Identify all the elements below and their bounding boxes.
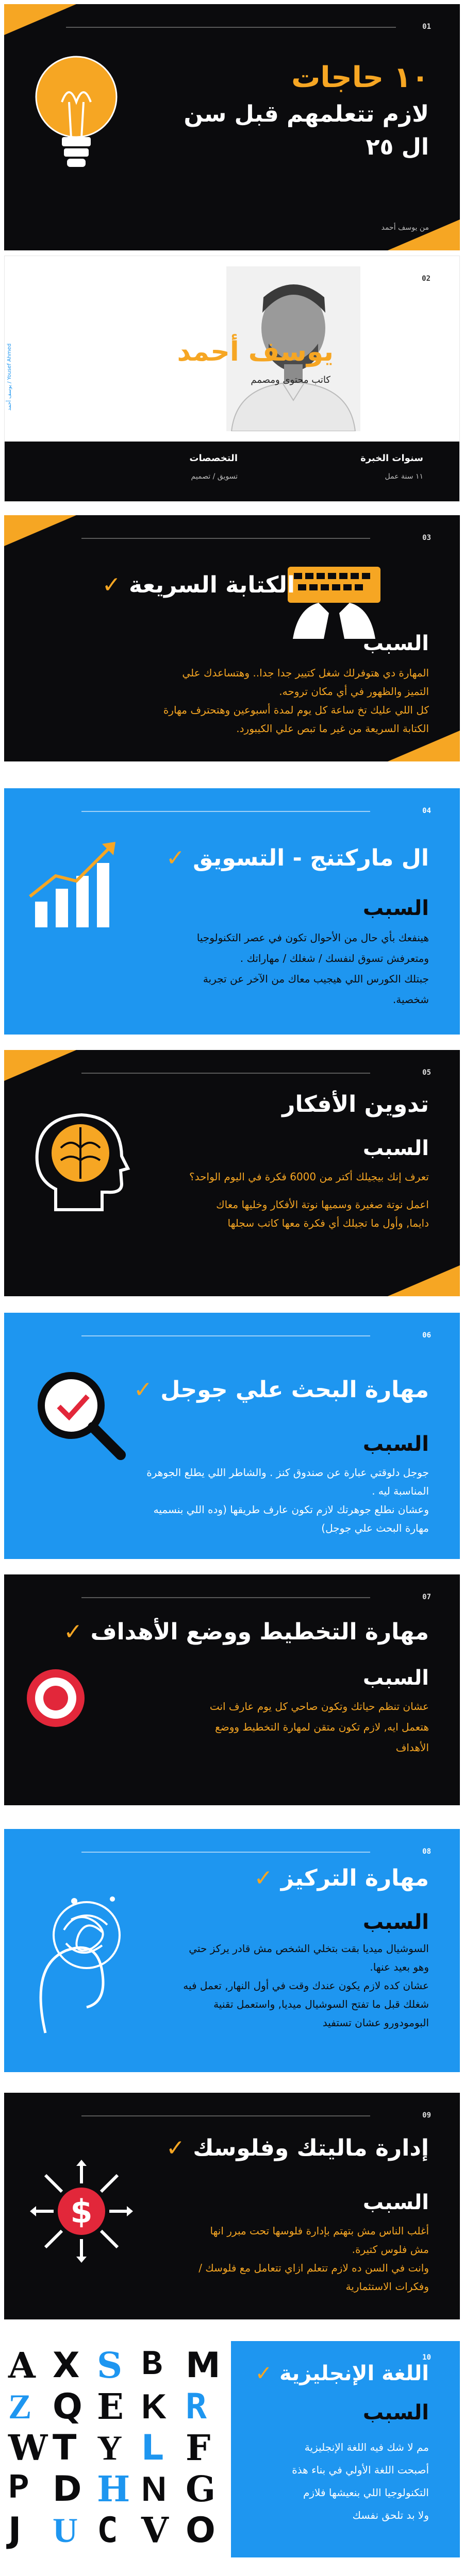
reason-text: جوجل دلوقتي عبارة عن صندوق كنز . والشاطر اللي يطلع الجوهرة المناسبة ليه . وعشان نطلع جوهرتك لازم تكون عارف طريقها (وده اللي بنسميه مهارة البحث علي جوجل): [146, 1466, 429, 1534]
reason-text: السوشيال ميديا بقت بتخلي الشخص مش قادر يركز حتي وهو بعيد عنها. عشان كده لازم يكون عندك وقت في أول النهار, تعمل فيه شغلك قبل ما تفتح السوشيال ميديا, واستعمل تقنية البومودورو عشان تستفيد: [183, 1942, 429, 2029]
slide-number: 02: [422, 275, 430, 283]
author-name: يوسف أحمد: [177, 336, 334, 367]
reason-text: تعرف إنك بيجيلك أكتر من 6000 فكرة في اليوم الواحد؟ اعمل نوتة صغيرة وسميها نوتة الأفكار وخليها معاك دايما, وأول ما تجيلك أي فكرة معها كاتب سجلها: [189, 1171, 429, 1229]
letter: X: [53, 2345, 80, 2386]
corner-accent: [4, 1050, 76, 1081]
check-icon: ✓: [165, 2135, 185, 2161]
reason-heading: السبب: [362, 896, 429, 920]
slide-cover: [4, 4, 460, 250]
experience-title: سنوات الخبرة: [360, 453, 423, 464]
slide-title: مهارة التخطيط ووضع الأهداف ✓: [63, 1619, 429, 1645]
slide-number: 05: [422, 1069, 431, 1077]
divider-line: [81, 1335, 370, 1336]
divider-line: [81, 2115, 370, 2116]
slide-planning-goals: [4, 1574, 460, 1805]
slide-title: مهارة البحث علي جوجل ✓: [134, 1377, 429, 1403]
letter: K: [141, 2387, 167, 2426]
slide-number: 09: [422, 2111, 431, 2120]
letter: H: [97, 2469, 130, 2510]
keyboard-hands-icon: [283, 562, 386, 639]
check-icon: ✓: [63, 1619, 83, 1645]
corner-accent: [4, 515, 76, 546]
slide-title: تدوين الأفكار: [282, 1091, 429, 1117]
slide-idea-logging: [4, 1050, 460, 1296]
lightbulb-icon: [25, 45, 128, 190]
divider-line: [66, 27, 396, 28]
divider-line: [81, 811, 370, 812]
slide-focus: [4, 1829, 460, 2072]
reason-heading: السبب: [362, 1137, 429, 1160]
reason-heading: السبب: [362, 2191, 429, 2214]
letter: V: [141, 2510, 169, 2551]
slide-title: الكتابة السريعة ✓: [102, 572, 295, 598]
reason-text: عشان تنظم حياتك وتكون صاحي كل يوم عارف انت هتعمل ايه, لازم تكون متقن لمهارة التخطيط ووضع الأهداف: [209, 1700, 429, 1754]
check-icon: ✓: [134, 1377, 153, 1403]
slide-number: 08: [422, 1848, 431, 1856]
info-bar: [5, 442, 459, 502]
divider-line: [81, 1852, 370, 1853]
reason-heading: السبب: [362, 1666, 429, 1690]
letter: T: [53, 2428, 77, 2468]
tangled-thoughts-icon: [25, 1878, 143, 2038]
reason-text: هينفعك بأي حال من الأحوال تكون في عصر التكنولوجيا ومتعرفش تسوق لنفسك / شغلك / مهاراتك . جبتلك الكورس اللي هيجيب معاك من الآخر عن تجربة شخصية.: [196, 931, 429, 1006]
slide-fast-typing: [4, 515, 460, 761]
letter: A: [8, 2345, 36, 2386]
check-icon: ✓: [102, 572, 121, 598]
byline: من يوسف أحمد: [381, 224, 429, 232]
letter: Z: [8, 2387, 32, 2426]
reason-heading: السبب: [362, 1910, 429, 1934]
letters-collage: [4, 2341, 231, 2557]
letter: D: [53, 2469, 82, 2510]
reason-heading: السبب: [362, 2401, 429, 2425]
slide-title: اللغة الإنجليزية ✓: [255, 2362, 429, 2385]
letter: W: [8, 2428, 48, 2469]
side-label: يوسف أحمد / Yousef Ahmed: [7, 343, 12, 411]
letter: N: [141, 2469, 167, 2509]
experience-value: ١١ سنة عمل: [385, 472, 423, 481]
corner-accent: [388, 1265, 460, 1296]
slide-money-management: [4, 2093, 460, 2319]
letter: Q: [53, 2386, 82, 2427]
letter: Y: [97, 2428, 123, 2467]
letter: C: [97, 2510, 118, 2551]
letter: G: [186, 2469, 216, 2510]
slide-number: 01: [422, 23, 431, 31]
dollar-arrows-icon: [30, 2160, 133, 2263]
slide-number: 10: [422, 2353, 431, 2362]
slide-number: 07: [422, 1593, 431, 1601]
check-icon: ✓: [254, 1865, 273, 1891]
corner-accent: [4, 4, 76, 35]
svg-text:$: $: [70, 2193, 93, 2230]
letter: E: [97, 2386, 124, 2428]
slide-english: [4, 2341, 460, 2557]
slide-author: [4, 256, 460, 502]
slide-number: 04: [422, 807, 431, 815]
slide-title: إدارة ماليتك وفلوسك ✓: [165, 2135, 429, 2161]
specialties-value: تسويق / تصميم: [191, 472, 238, 481]
slide-title: ال ماركتنج - التسويق ✓: [165, 845, 429, 871]
slide-title: مهارة التركيز ✓: [254, 1865, 429, 1891]
letter: O: [186, 2510, 216, 2551]
reason-heading: السبب: [362, 1432, 429, 1456]
cover-title-line2: لازم تتعلمهم قبل سن: [184, 101, 429, 127]
letter: B: [141, 2345, 162, 2385]
letter: U: [53, 2511, 78, 2550]
growth-chart-icon: [25, 835, 128, 933]
slide-number: 03: [422, 534, 431, 542]
check-icon: ✓: [255, 2362, 273, 2385]
divider-line: [81, 538, 370, 539]
letter: P: [8, 2469, 29, 2509]
slide-google-search: [4, 1313, 460, 1559]
cover-title-line1: ١٠ حاجات: [291, 61, 429, 94]
cover-title-line3: ال ٢٥: [366, 134, 429, 160]
letter: R: [186, 2386, 207, 2427]
specialties-title: التخصصات: [189, 453, 238, 464]
divider-line: [81, 1597, 370, 1598]
target-icon: [25, 1667, 87, 1729]
reason-text: أغلب الناس مش بتهتم بإدارة فلوسها تحت مبرر انها مش فلوس كتيرة. وانت في السن ده لازم تتعلم ازاي تتعامل مع فلوسك / وفكرات الاستثمارية: [198, 2225, 429, 2293]
slide-number: 06: [422, 1331, 431, 1340]
divider-line: [81, 1073, 370, 1074]
reason-text: مم لا شك فيه اللغة الإنجليزية أصبحت اللغة الأولي في بناء هذة التكنولوجيا اللي بنعيشها فلازم ولا بد تلحق نفسك: [292, 2441, 429, 2521]
letter: J: [8, 2510, 22, 2551]
letters-grid: [4, 2341, 231, 2555]
slide-marketing: [4, 788, 460, 1035]
letter: M: [186, 2345, 221, 2386]
letter: F: [186, 2428, 211, 2469]
brain-head-icon: [25, 1107, 133, 1220]
letter: S: [97, 2345, 123, 2386]
author-role: كاتب محتوى ومصمم: [251, 375, 330, 385]
magnifier-check-icon: [30, 1364, 128, 1462]
letter: L: [141, 2428, 164, 2468]
reason-text: المهارة دي هتوفرلك شغل كتيير جدا جدا.. وهتساعدك علي التميز والظهور في أي مكان تروحه. كل اللي عليك تخ ساعة كل يوم لمدة أسبوعين وهتحترف مهارة الكتابة السريعة من غير ما تبص علي الكيبورد.: [163, 667, 429, 735]
reason-heading: السبب: [362, 632, 429, 655]
check-icon: ✓: [165, 845, 185, 871]
